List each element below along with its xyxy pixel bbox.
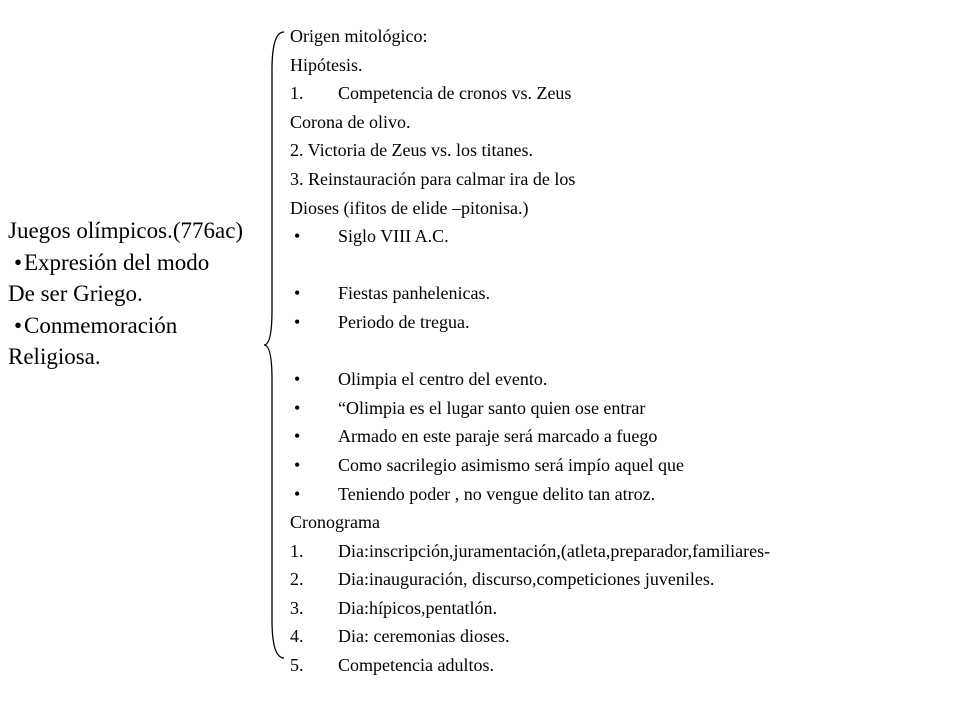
origin-heading: Origen mitológico:: [290, 26, 428, 46]
bullet-marker: •: [13, 249, 22, 275]
bullet-text: Olimpia el centro del evento.: [338, 369, 548, 390]
item-number: 4.: [290, 626, 304, 647]
victoria-text: 2. Victoria de Zeus vs. los titanes.: [290, 140, 534, 161]
numbered-item: [290, 537, 950, 566]
item-number: 5.: [290, 655, 304, 676]
item-text: Dia:inscripción,juramentación,(atleta,preparador,familiares-: [338, 540, 771, 561]
summary-item: [8, 310, 270, 342]
bullet-text: Periodo de tregua.: [338, 311, 470, 332]
text-line: [290, 194, 950, 223]
detail-list: [290, 22, 950, 680]
bullet-marker: •: [294, 369, 301, 390]
numbered-item: [290, 622, 950, 651]
spacer: [290, 337, 950, 366]
bullet-text: Armado en este paraje será marcado a fuego: [338, 426, 658, 447]
curly-brace-icon: [262, 30, 286, 660]
summary-item-text: Expresión del modo: [24, 249, 210, 275]
summary-item-continuation: Religiosa.: [8, 344, 101, 369]
text-line: [290, 136, 950, 165]
hypothesis-label: Hipótesis.: [290, 54, 363, 75]
cronograma-line: [290, 508, 950, 537]
item-text: Competencia de cronos vs. Zeus: [338, 83, 572, 104]
bullet-item: [290, 480, 950, 509]
item-number: 1.: [290, 540, 304, 561]
bullet-marker: •: [294, 226, 301, 247]
spacer: [290, 251, 950, 280]
bullet-marker: •: [294, 283, 301, 304]
summary-item-continuation: De ser Griego.: [8, 281, 143, 306]
item-text: Dia: ceremonias dioses.: [338, 626, 510, 647]
bullet-marker: •: [294, 483, 301, 504]
bullet-item: [290, 394, 950, 423]
bullet-text: “Olimpia es el lugar santo quien ose entrar: [338, 397, 646, 418]
left-summary: [8, 215, 270, 373]
numbered-item: [290, 565, 950, 594]
item-text: Dia:inauguración, discurso,competiciones juveniles.: [338, 569, 715, 590]
bullet-marker: •: [294, 426, 301, 447]
bullet-item: [290, 422, 950, 451]
item-text: Competencia adultos.: [338, 655, 494, 676]
dioses-text: Dioses (ifitos de elide –pitonisa.): [290, 197, 529, 218]
bullet-item: [290, 365, 950, 394]
heading-line: [290, 22, 950, 51]
summary-item: [8, 247, 270, 279]
bullet-marker: •: [294, 454, 301, 475]
item-number: 2.: [290, 569, 304, 590]
numbered-item: [290, 651, 950, 680]
item-number: 3.: [290, 597, 304, 618]
text-line: [290, 165, 950, 194]
text-line: [290, 108, 950, 137]
summary-item-text: Conmemoración: [24, 312, 178, 338]
bullet-item: [290, 279, 950, 308]
bullet-text: Siglo VIII A.C.: [338, 226, 449, 247]
reinstauracion-text: 3. Reinstauración para calmar ira de los: [290, 168, 576, 189]
numbered-item: [290, 594, 950, 623]
cronograma-heading: Cronograma: [290, 512, 380, 533]
hypothesis-line: [290, 51, 950, 80]
bullet-text: Teniendo poder , no vengue delito tan atroz.: [338, 483, 656, 504]
numbered-item: [290, 79, 950, 108]
bullet-text: Como sacrilegio asimismo será impío aquel que: [338, 454, 684, 475]
item-text: Dia:hípicos,pentatlón.: [338, 597, 497, 618]
bullet-marker: •: [294, 311, 301, 332]
bullet-item: [290, 451, 950, 480]
bullet-marker: •: [294, 397, 301, 418]
summary-title: Juegos olímpicos.(776ac): [8, 218, 244, 243]
bullet-marker: •: [13, 312, 22, 338]
bullet-item: [290, 222, 950, 251]
item-number: 1.: [290, 83, 304, 104]
bullet-item: [290, 308, 950, 337]
bullet-text: Fiestas panhelenicas.: [338, 283, 490, 304]
corona-text: Corona de olivo.: [290, 111, 411, 132]
